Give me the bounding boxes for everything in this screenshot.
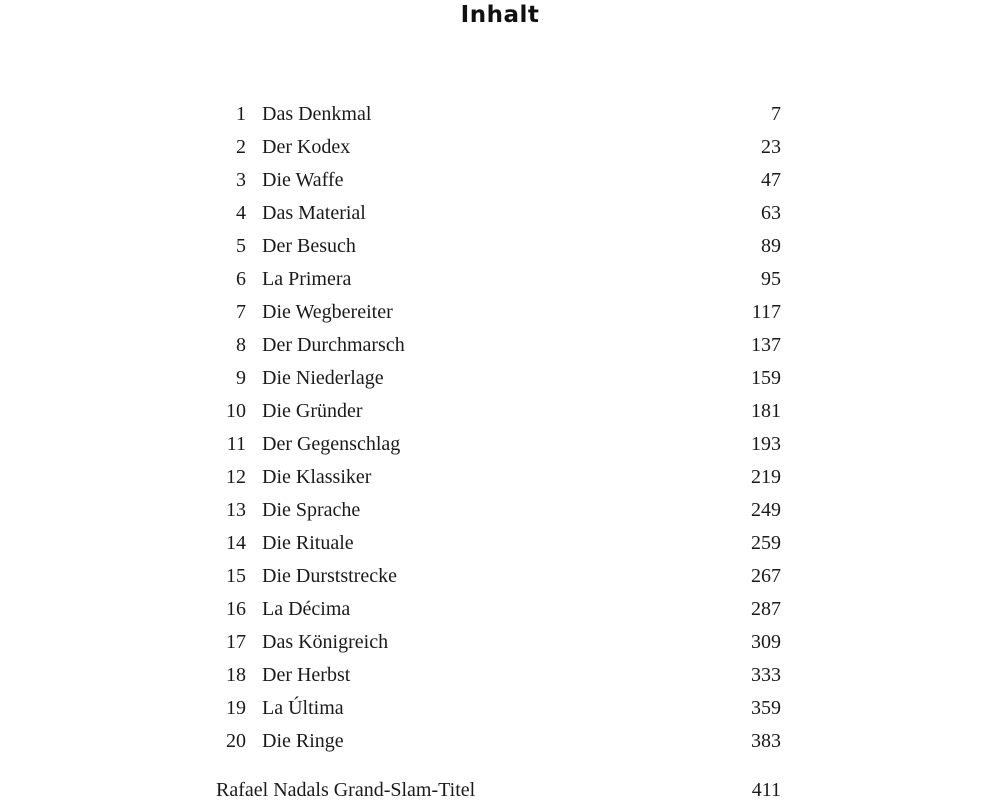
chapter-page: 359 (751, 697, 781, 719)
chapter-title: Die Sprache (262, 499, 361, 521)
toc-entry (0, 395, 1000, 428)
appendix-page: 411 (751, 779, 781, 801)
chapter-title: Das Denkmal (262, 103, 372, 125)
chapter-number: 13 (226, 499, 246, 521)
chapter-title: Der Durchmarsch (262, 334, 405, 356)
toc-entry (0, 263, 1000, 296)
toc-entry (0, 560, 1000, 593)
chapter-number: 8 (236, 334, 246, 356)
chapter-number: 2 (236, 136, 246, 158)
chapter-page: 7 (771, 103, 781, 125)
toc-entry (0, 725, 1000, 758)
chapter-title: Das Material (262, 202, 366, 224)
toc-entry (0, 461, 1000, 494)
chapter-page: 159 (751, 367, 781, 389)
toc-entry (0, 362, 1000, 395)
toc-entry (0, 329, 1000, 362)
chapter-title: Die Ringe (262, 730, 344, 752)
chapter-page: 63 (761, 202, 781, 224)
toc-entry (0, 197, 1000, 230)
chapter-page: 95 (761, 268, 781, 290)
toc-entry (0, 230, 1000, 263)
toc-entry (0, 494, 1000, 527)
chapter-title: Die Klassiker (262, 466, 372, 488)
chapter-title: La Primera (262, 268, 352, 290)
toc-entry (0, 296, 1000, 329)
chapter-number: 19 (226, 697, 246, 719)
chapter-number: 9 (236, 367, 246, 389)
chapter-title: La Última (262, 697, 344, 719)
chapter-page: 249 (751, 499, 781, 521)
toc-entry (0, 527, 1000, 560)
chapter-number: 18 (226, 664, 246, 686)
toc-entry (0, 626, 1000, 659)
chapter-page: 117 (751, 301, 781, 323)
chapter-number: 1 (236, 103, 246, 125)
appendix-title: Rafael Nadals Grand-Slam-Titel (216, 779, 476, 801)
chapter-number: 4 (236, 202, 246, 224)
chapter-number: 17 (226, 631, 246, 653)
chapter-page: 181 (751, 400, 781, 422)
chapter-number: 11 (226, 433, 246, 455)
chapter-page: 219 (751, 466, 781, 488)
chapter-title: Die Durststrecke (262, 565, 397, 587)
chapter-title: Der Gegenschlag (262, 433, 401, 455)
chapter-title: Der Herbst (262, 664, 351, 686)
chapter-number: 12 (226, 466, 246, 488)
chapter-page: 309 (751, 631, 781, 653)
chapter-number: 3 (236, 169, 246, 191)
toc-appendix-entry (0, 775, 1000, 805)
chapter-title: Die Waffe (262, 169, 344, 191)
toc-entry (0, 428, 1000, 461)
chapter-title: Das Königreich (262, 631, 389, 653)
chapter-title: Die Niederlage (262, 367, 384, 389)
chapter-number: 15 (226, 565, 246, 587)
chapter-page: 333 (751, 664, 781, 686)
chapter-title: Die Rituale (262, 532, 354, 554)
chapter-page: 383 (751, 730, 781, 752)
chapter-number: 10 (226, 400, 246, 422)
chapter-page: 23 (761, 136, 781, 158)
toc-entry (0, 164, 1000, 197)
chapter-number: 20 (226, 730, 246, 752)
chapter-page: 259 (751, 532, 781, 554)
chapter-number: 14 (226, 532, 246, 554)
chapter-number: 6 (236, 268, 246, 290)
toc-entry (0, 659, 1000, 692)
chapter-page: 137 (751, 334, 781, 356)
chapter-title: Der Besuch (262, 235, 356, 257)
toc-entry (0, 692, 1000, 725)
chapter-title: La Décima (262, 598, 351, 620)
chapter-number: 16 (226, 598, 246, 620)
toc-entry (0, 131, 1000, 164)
chapter-title: Die Gründer (262, 400, 363, 422)
chapter-number: 7 (236, 301, 246, 323)
chapter-page: 287 (751, 598, 781, 620)
chapter-page: 193 (751, 433, 781, 455)
chapter-page: 89 (761, 235, 781, 257)
chapter-number: 5 (236, 235, 246, 257)
chapter-page: 47 (761, 169, 781, 191)
page-title: Inhalt (460, 2, 540, 28)
chapter-title: Der Kodex (262, 136, 351, 158)
chapter-page: 267 (751, 565, 781, 587)
toc-entry (0, 98, 1000, 131)
chapter-title: Die Wegbereiter (262, 301, 393, 323)
table-of-contents (0, 98, 1000, 758)
toc-entry (0, 593, 1000, 626)
